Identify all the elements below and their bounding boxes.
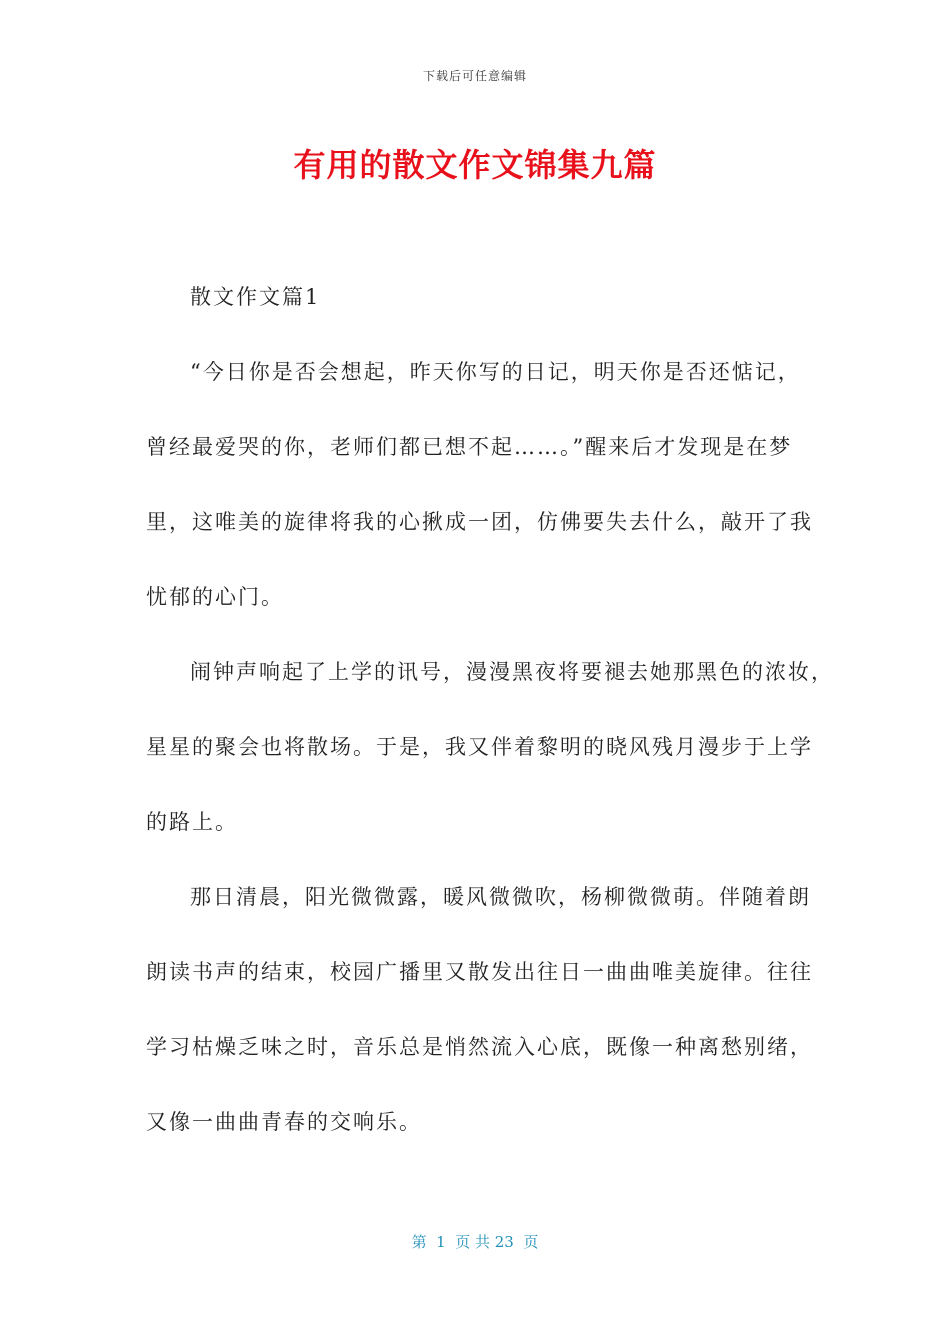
paragraph-line: 里，这唯美的旋律将我的心揪成一团，仿佛要失去什么，敲开了我 bbox=[146, 510, 813, 534]
paragraph-line: 忧郁的心门。 bbox=[146, 585, 284, 609]
paragraph-line: 又像一曲曲青春的交响乐。 bbox=[146, 1110, 422, 1134]
paragraph-line: 星星的聚会也将散场。于是，我又伴着黎明的晓风残月漫步于上学 bbox=[146, 735, 813, 759]
paragraph-line: 那日清晨，阳光微微露，暖风微微吹，杨柳微微萌。伴随着朗 bbox=[190, 885, 811, 909]
page-number-footer: 第 1 页 共 23 页 bbox=[411, 1233, 539, 1251]
paragraph-line: 的路上。 bbox=[146, 810, 238, 834]
paragraph-line: 曾经最爱哭的你，老师们都已想不起……。”醒来后才发现是在梦 bbox=[146, 435, 793, 459]
document-title: 有用的散文作文锦集九篇 bbox=[293, 146, 657, 184]
header-note: 下载后可任意编辑 bbox=[422, 69, 527, 83]
paragraph-line: “今日你是否会想起，昨天你写的日记，明天你是否还惦记， bbox=[190, 360, 801, 384]
section-heading: 散文作文篇1 bbox=[190, 285, 321, 309]
paragraph-line: 朗读书声的结束，校园广播里又散发出往日一曲曲唯美旋律。往往 bbox=[146, 960, 813, 984]
paragraph-line: 学习枯燥乏味之时，音乐总是悄然流入心底，既像一种离愁别绪， bbox=[146, 1035, 813, 1059]
paragraph-line: 闹钟声响起了上学的讯号，漫漫黑夜将要褪去她那黑色的浓妆， bbox=[190, 660, 834, 684]
